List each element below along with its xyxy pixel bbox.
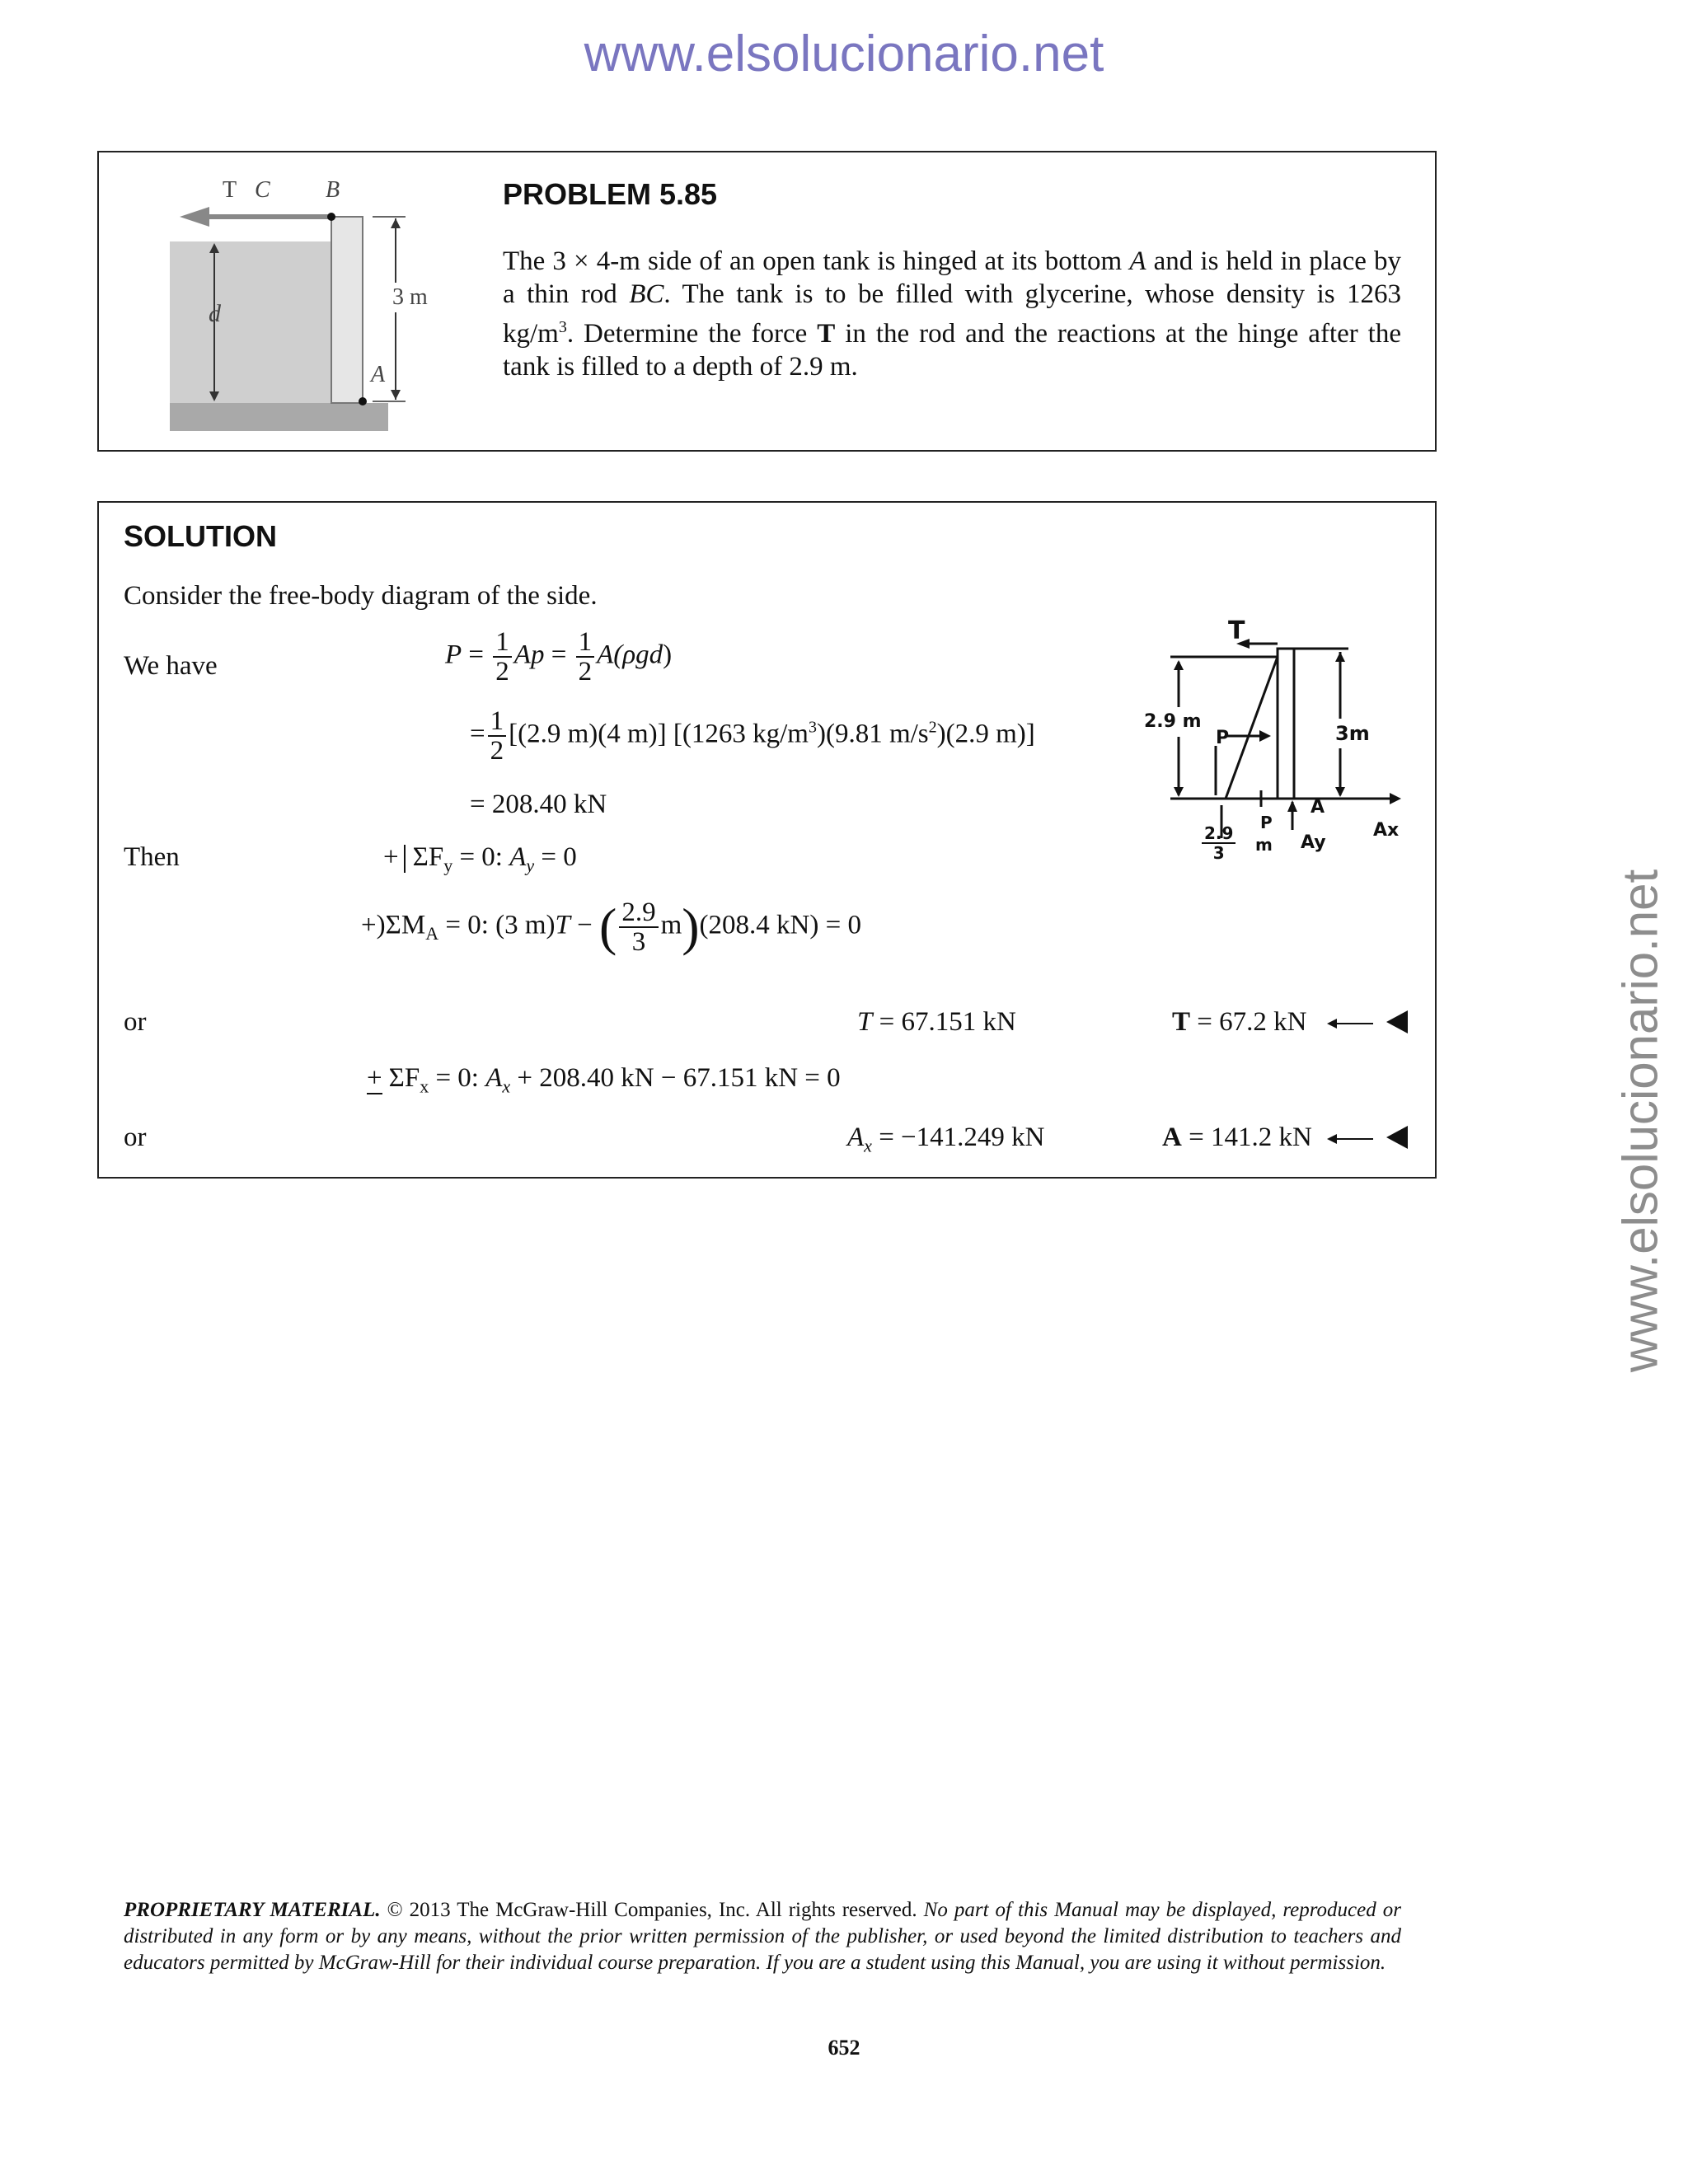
equation-p: P = $\frac{1}{2}$ Ap = $\frac{1}{2}$ A(ρgd) <box>445 627 673 687</box>
fig-label-height: 3 m <box>392 283 428 312</box>
fbd-pressure-triangle <box>1226 657 1278 799</box>
fbd-plate <box>1278 649 1294 799</box>
point-b <box>327 213 335 221</box>
fbd-label-p: P <box>1216 728 1230 748</box>
fbd-ax-arrow-icon <box>1390 793 1401 804</box>
tank-side-plate <box>331 217 363 403</box>
glycerine-fluid <box>170 241 335 403</box>
fbd-label-m: m <box>1255 835 1273 855</box>
answer-marker-icon <box>1385 1009 1409 1035</box>
page-number: 652 <box>828 2036 860 2060</box>
watermark-side: www.elsolucionario.net <box>1612 869 1668 1373</box>
footer-copyright: PROPRIETARY MATERIAL. © 2013 The McGraw-Hill Companies, Inc. All rights reserved. No part of this Manual may be displayed, reproduced or distributed in any form or by any means, without the prior written permission of the publisher, or used beyond the limited distribution to teachers and educators permitted by McGraw-Hill for their individual course preparation. If you are a student using this Manual, you are using it without permission. <box>124 1899 1401 1974</box>
equation-p-substituted: = $\frac{1}{2}$ [(2.9 m)(4 m)] [(1263 $kg/m^3)(9.81$ $m/s^2)(2.9$ m)] <box>470 706 1035 766</box>
fbd-label-frac: $\frac{2.9}{3}$ <box>1199 824 1238 862</box>
ax-value: $A_x = -141.249$ kN <box>847 1122 1045 1156</box>
solution-box <box>97 501 1437 1179</box>
t-value: T = 67.151 kN <box>857 1007 1016 1037</box>
fbd-label-t: T <box>1228 616 1245 645</box>
label-then: Then <box>124 842 180 872</box>
equation-sum-fx: + $\Sigma F_x = 0$: $A_x + 208.40$ kN − 67.151 kN = 0 <box>367 1063 841 1097</box>
equation-sum-fy: + $\Sigma F_y = 0$: $A_y = 0$ <box>383 842 577 876</box>
solution-title: SOLUTION <box>124 519 277 553</box>
tension-arrow-icon <box>180 207 209 227</box>
problem-title: PROBLEM 5.85 <box>503 177 718 211</box>
equation-p-result: = 208.40 kN <box>470 790 607 819</box>
left-arrow-icon <box>1327 1015 1376 1032</box>
answer-marker-icon <box>1385 1124 1409 1151</box>
watermark-top[interactable]: www.elsolucionario.net <box>584 26 1104 82</box>
label-we-have: We have <box>124 651 218 681</box>
problem-box <box>97 151 1437 452</box>
tank-figure <box>140 161 412 433</box>
free-body-diagram <box>1154 614 1409 869</box>
fig-label-t: T <box>223 177 237 203</box>
equation-sum-ma: $+)\Sigma M_A = 0$: (3 m)T − ( $\frac{2.9}{3}$ m)(208.4 kN) = 0 <box>361 898 861 957</box>
a-answer: A = 141.2 kN <box>1162 1122 1312 1152</box>
left-arrow-icon <box>1327 1131 1376 1147</box>
label-or-1: or <box>124 1007 147 1037</box>
fig-label-b: B <box>326 177 340 203</box>
fbd-label-ax: Ax <box>1373 820 1400 841</box>
solution-intro: Consider the free-body diagram of the side. <box>124 581 598 611</box>
fig-label-c: C <box>255 177 270 203</box>
fig-label-d: d <box>209 300 221 327</box>
fbd-label-depth: 2.9 m <box>1144 707 1202 737</box>
fbd-label-pressure: P <box>1260 813 1273 832</box>
t-answer: T = 67.2 kN <box>1172 1007 1307 1037</box>
problem-statement: The 3 × 4-m side of an open tank is hinged at its bottom A and is held in place by a thin rod BC. The tank is to be filled with glycerine, whose density is 1263 $kg/m^3$. Determine the force T in the rod and the reactions at the hinge after the tank is filled to a depth of 2.9 m. <box>503 246 1402 382</box>
point-a <box>359 397 367 405</box>
ground-base <box>170 403 388 431</box>
fbd-label-height: 3m <box>1335 719 1370 748</box>
fig-label-a: A <box>371 362 386 387</box>
fbd-label-a: A <box>1311 797 1325 818</box>
fbd-label-ay: Ay <box>1301 832 1326 853</box>
label-or-2: or <box>124 1122 147 1152</box>
